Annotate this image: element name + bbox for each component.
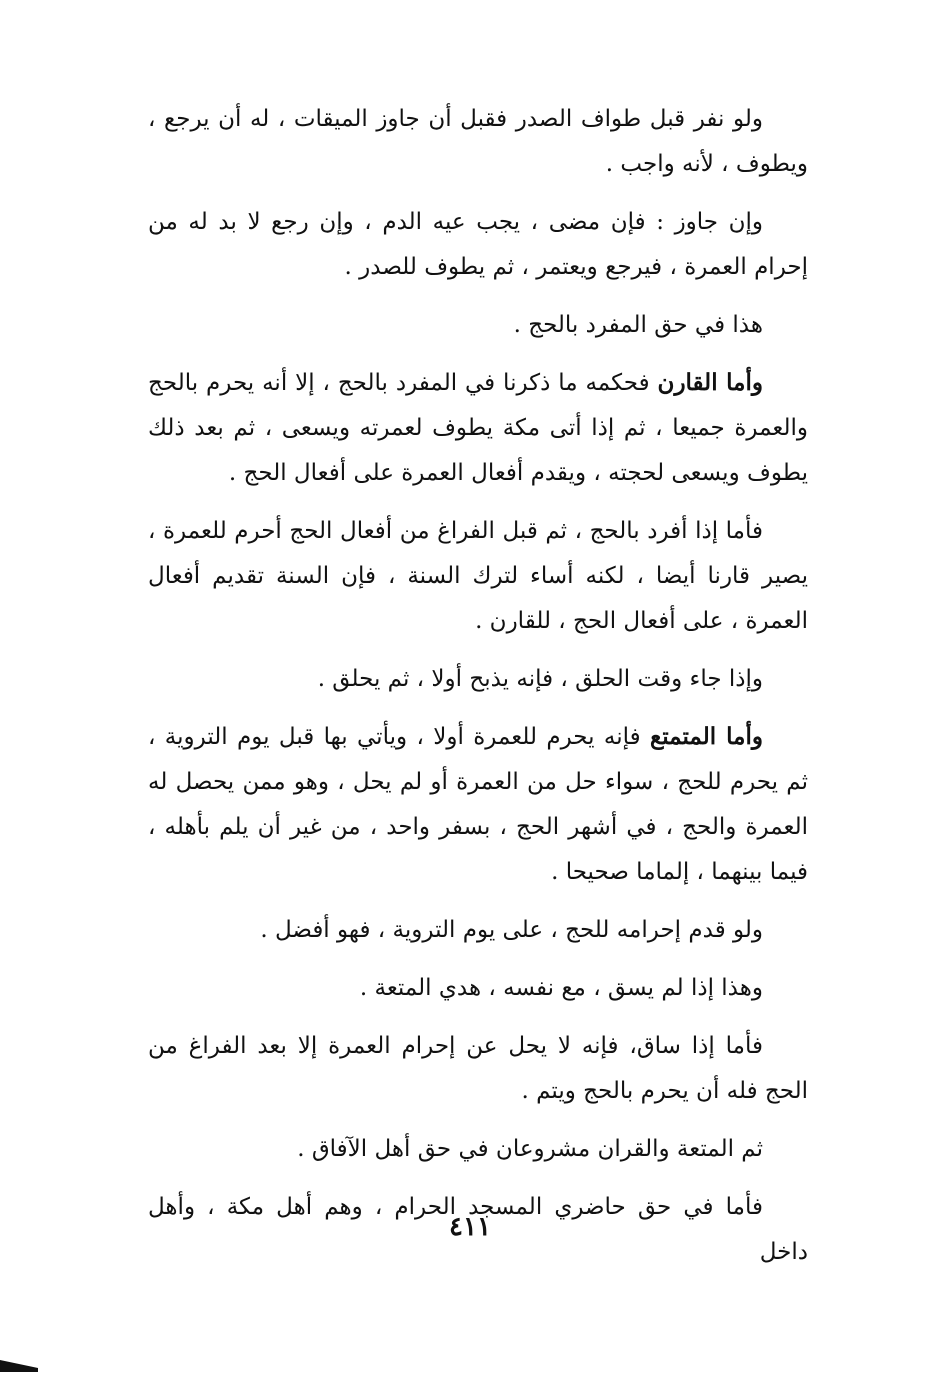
page-number: ٤١١ bbox=[449, 1212, 491, 1242]
paragraph-9 bbox=[148, 965, 808, 1011]
paragraph-text: وإن جاوز : فإن مضى ، يجب عيه الدم ، وإن رجع لا بد له من إحرام العمرة ، فيرجع ويعتمر ، ثم يطوف للصدر . bbox=[148, 209, 808, 280]
paragraph-text: وإذا جاء وقت الحلق ، فإنه يذبح أولا ، ثم يحلق . bbox=[317, 666, 763, 692]
paragraph-text: فإنه يحرم للعمرة أولا ، ويأتي بها قبل يوم التروية ، ثم يحرم للحج ، سواء حل من العمرة أو لم يحل ، وهو ممن يحصل له العمرة والحج ، في أشهر الحج ، بسفر واحد ، من غير أن يلم بأهله ، فيما بينهما ، إلماما صحيحا . bbox=[148, 724, 808, 885]
paragraph-text: هذا في حق المفرد بالحج . bbox=[513, 312, 763, 338]
paragraph-lead: وأما القارن bbox=[657, 369, 764, 396]
paragraph-text: ثم المتعة والقران مشروعان في حق أهل الآفاق . bbox=[297, 1136, 763, 1162]
paragraph-4 bbox=[148, 360, 808, 496]
paragraph-text: فأما إذا ساق، فإنه لا يحل عن إحرام العمرة إلا بعد الفراغ من الحج فله أن يحرم بالحج ويتم . bbox=[148, 1033, 808, 1104]
paragraph-1 bbox=[148, 96, 808, 187]
paragraph-7 bbox=[148, 714, 808, 895]
paragraph-11 bbox=[148, 1126, 808, 1172]
paragraph-3 bbox=[148, 302, 808, 348]
paragraph-text: فأما في حق حاضري المسجد الحرام ، وهم أهل مكة ، وأهل داخل bbox=[148, 1194, 808, 1265]
paragraph-2 bbox=[148, 199, 808, 290]
body-text bbox=[148, 96, 808, 1287]
paragraph-5 bbox=[148, 508, 808, 644]
scan-edge-mark bbox=[0, 1360, 38, 1372]
paragraph-6 bbox=[148, 656, 808, 702]
paragraph-lead: وأما المتمتع bbox=[649, 723, 763, 750]
paragraph-text: فحكمه ما ذكرنا في المفرد بالحج ، إلا أنه يحرم بالحج والعمرة جميعا ، ثم إذا أتى مكة يطوف لعمرته ويسعى ، ثم بعد ذلك يطوف ويسعى لحجته ، ويقدم أفعال العمرة على أفعال الحج . bbox=[148, 370, 808, 486]
paragraph-text: وهذا إذا لم يسق ، مع نفسه ، هدي المتعة . bbox=[359, 975, 763, 1001]
paragraph-text: فأما إذا أفرد بالحج ، ثم قبل الفراغ من أفعال الحج أحرم للعمرة ، يصير قارنا أيضا ، لكنه أساء لترك السنة ، فإن السنة تقديم أفعال العمرة ، على أفعال الحج ، للقارن . bbox=[148, 518, 808, 634]
paragraph-text: ولو نفر قبل طواف الصدر فقبل أن جاوز الميقات ، له أن يرجع ، ويطوف ، لأنه واجب . bbox=[148, 106, 808, 177]
paragraph-10 bbox=[148, 1023, 808, 1114]
paragraph-8 bbox=[148, 907, 808, 953]
paragraph-text: ولو قدم إحرامه للحج ، على يوم التروية ، فهو أفضل . bbox=[260, 917, 763, 943]
